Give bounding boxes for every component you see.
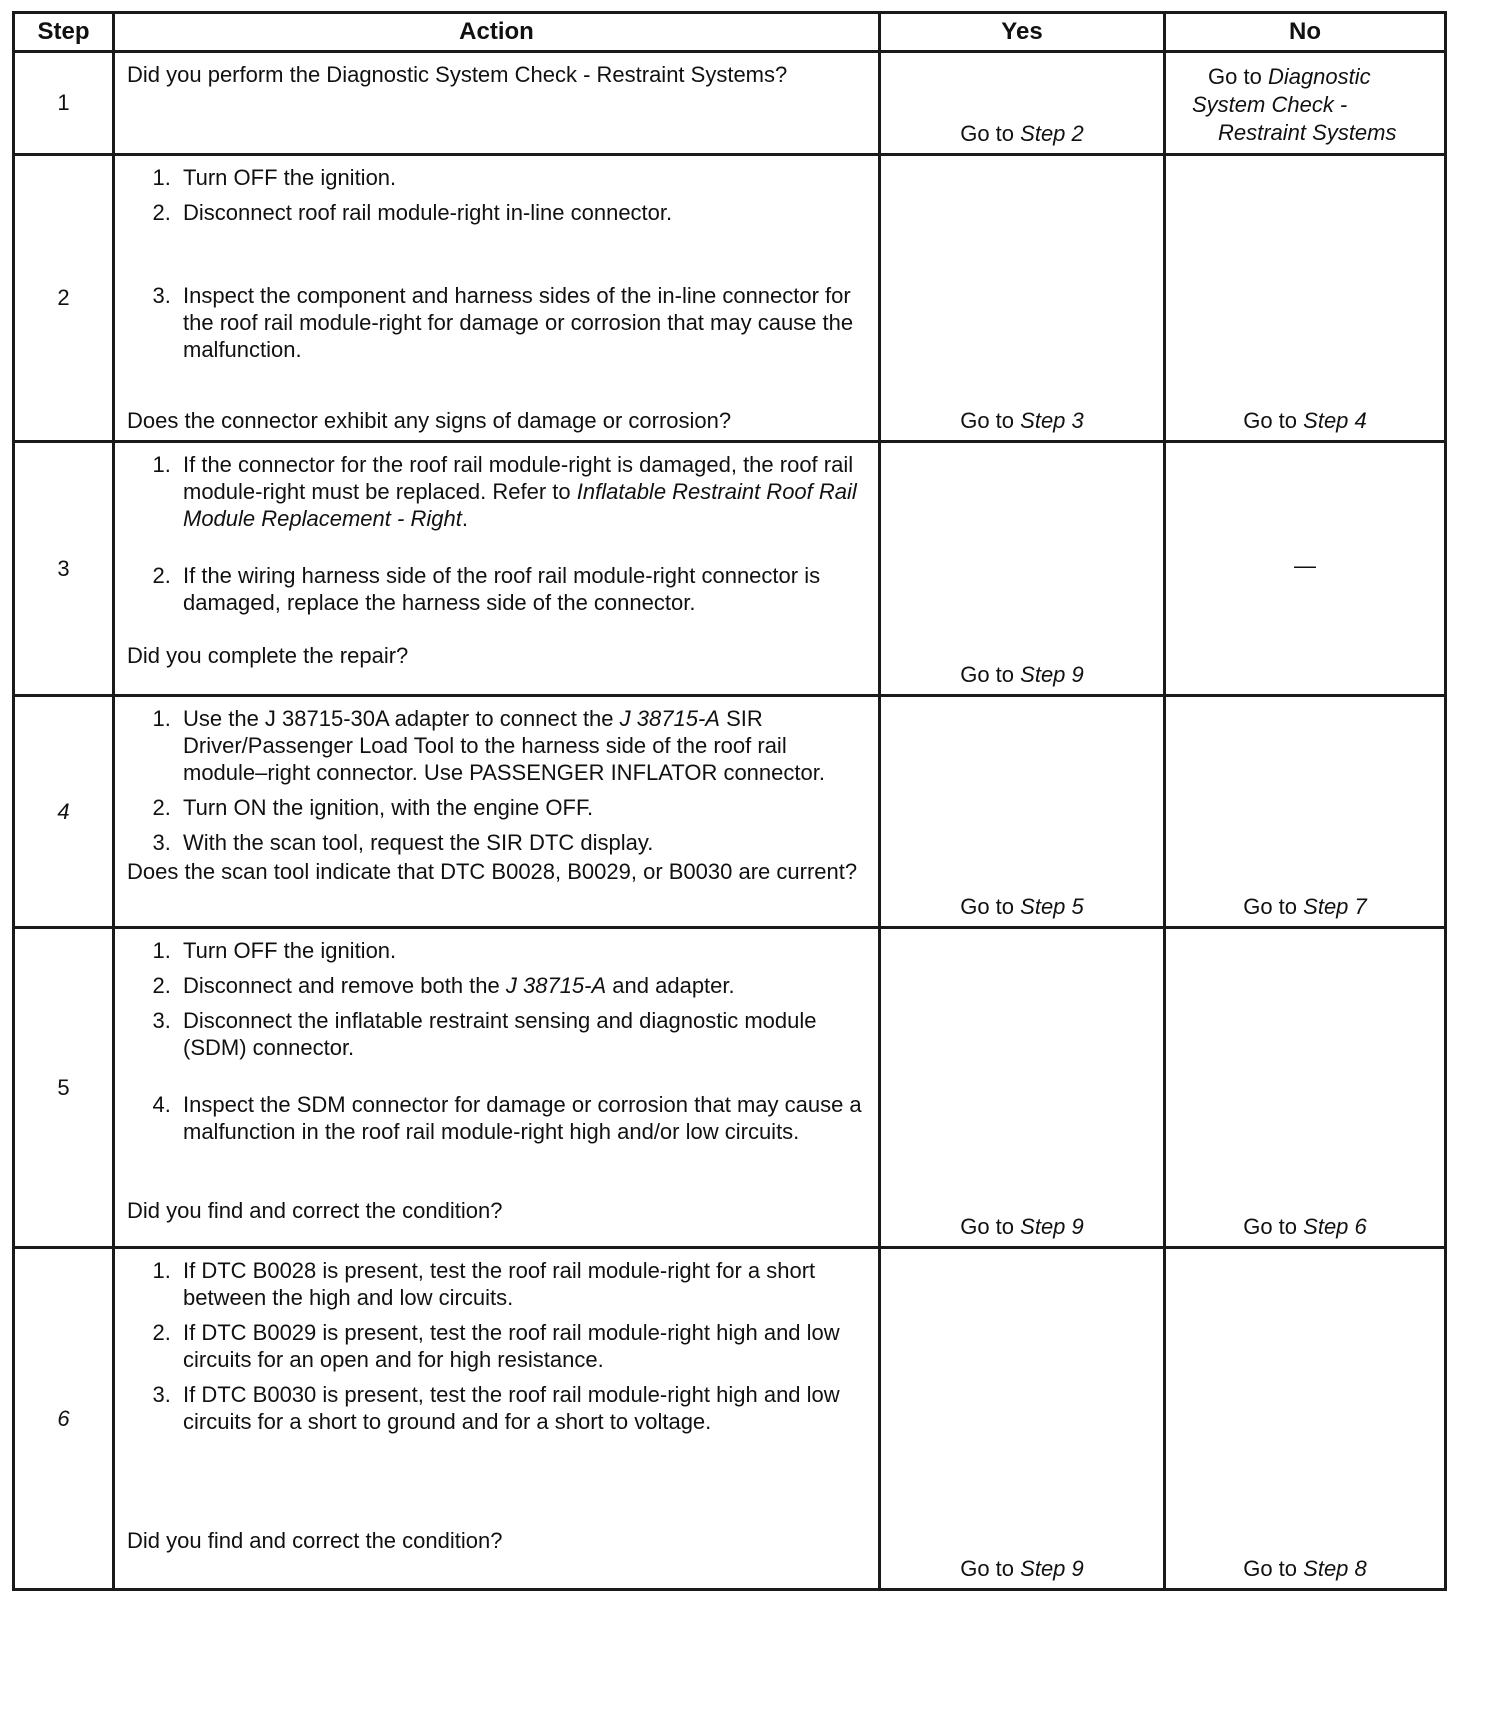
action-step-text: If the connector for the roof rail module-right is damaged, the roof rail module-right must be replaced. Refer to — [183, 452, 854, 504]
goto-prefix: Go to — [960, 1214, 1015, 1239]
header-step: Step — [14, 13, 114, 52]
action-step: 1. If DTC B0028 is present, test the roof rail module-right for a short between the high and low circuits. — [177, 1257, 868, 1311]
goto-step-link[interactable]: Step 8 — [1303, 1556, 1367, 1581]
step-number: 1 — [14, 52, 114, 155]
action-step-text: Use the J 38715-30A adapter to connect the — [183, 706, 614, 731]
goto-prefix: Go to — [960, 662, 1015, 687]
action-step: 4. Inspect the SDM connector for damage or corrosion that may cause a malfunction in the roof rail module-right high and/or low circuits. — [177, 1091, 868, 1145]
question-text: Did you perform the Diagnostic System Check - Restraint Systems? — [127, 62, 788, 87]
action-step: 3. Inspect the component and harness sides of the in-line connector for the roof rail module-right for damage or corrosion that may cause the malfunction. — [177, 282, 868, 363]
step-number: 5 — [14, 928, 114, 1248]
no-cell — [1165, 52, 1446, 155]
goto-prefix: Go to — [1243, 408, 1298, 433]
goto-step-link[interactable]: Step 9 — [1020, 1556, 1084, 1581]
goto-prefix: Go to — [960, 121, 1015, 146]
table-row — [14, 442, 1446, 696]
goto-step-link[interactable]: Step 3 — [1020, 408, 1084, 433]
action-steps — [127, 937, 868, 1145]
action-steps — [127, 705, 868, 856]
action-step: 3. With the scan tool, request the SIR DTC display. — [177, 829, 868, 856]
question-text: Does the connector exhibit any signs of damage or corrosion? — [127, 408, 732, 433]
diagnostic-table — [12, 11, 1447, 1591]
tool-ref: J 38715-A — [619, 706, 720, 731]
action-step-text: and adapter. — [612, 973, 735, 998]
header-no: No — [1165, 13, 1446, 52]
action-step: 3. If DTC B0030 is present, test the roof rail module-right high and low circuits for a short to ground and for a short to voltage. — [177, 1381, 868, 1435]
goto-prefix: Go to — [1243, 1214, 1298, 1239]
goto-step-link[interactable]: Step 4 — [1303, 408, 1367, 433]
action-steps — [127, 1257, 868, 1435]
question-text: Did you complete the repair? — [127, 643, 409, 668]
goto-ref-link[interactable]: System Check - — [1192, 92, 1348, 117]
action-step: 2. If the wiring harness side of the roof rail module-right connector is damaged, replace the harness side of the connector. — [177, 562, 868, 616]
action-steps — [127, 164, 868, 363]
action-steps — [127, 451, 868, 616]
no-cell — [1165, 928, 1446, 1248]
header-row — [14, 13, 1446, 52]
question-text: Does the scan tool indicate that DTC B0028, B0029, or B0030 are current? — [127, 859, 858, 884]
yes-cell — [880, 928, 1165, 1248]
goto-prefix: Go to — [1243, 1556, 1298, 1581]
goto-step-link[interactable]: Step 7 — [1303, 894, 1367, 919]
table-row — [14, 1248, 1446, 1590]
action-step: 2. If DTC B0029 is present, test the roof rail module-right high and low circuits for an open and for high resistance. — [177, 1319, 868, 1373]
action-cell — [114, 52, 880, 155]
not-applicable-dash: — — [1294, 552, 1316, 578]
goto-step-link[interactable]: Step 9 — [1020, 662, 1084, 687]
step-number: 6 — [14, 1248, 114, 1590]
goto-prefix: Go to — [960, 408, 1015, 433]
action-cell — [114, 696, 880, 928]
no-cell — [1165, 442, 1446, 696]
action-step-text: SIR Driver/Passenger Load Tool to the harness side of the roof rail module–right connector. Use PASSENGER INFLATOR connector. — [183, 706, 825, 785]
goto-prefix: Go to — [1243, 894, 1298, 919]
step-number: 3 — [14, 442, 114, 696]
tool-ref: J 38715-A — [505, 973, 607, 998]
yes-cell — [880, 442, 1165, 696]
action-step — [177, 972, 868, 999]
yes-cell — [880, 696, 1165, 928]
goto-step-link[interactable]: Step 2 — [1020, 121, 1084, 146]
table-row — [14, 696, 1446, 928]
action-step: 1. Turn OFF the ignition. — [177, 937, 868, 964]
action-step: 1. Turn OFF the ignition. — [177, 164, 868, 191]
action-cell — [114, 442, 880, 696]
action-step-text: Disconnect and remove both the — [183, 973, 500, 998]
header-action: Action — [114, 13, 880, 52]
action-step: 2. Disconnect roof rail module-right in-line connector. — [177, 199, 868, 226]
goto-step-link[interactable]: Step 6 — [1303, 1214, 1367, 1239]
goto-step-link[interactable]: Step 9 — [1020, 1214, 1084, 1239]
no-cell — [1165, 1248, 1446, 1590]
goto-step-link[interactable]: Step 5 — [1020, 894, 1084, 919]
action-cell — [114, 155, 880, 442]
header-yes: Yes — [880, 13, 1165, 52]
goto-prefix: Go to — [960, 894, 1015, 919]
question-text: Did you find and correct the condition? — [127, 1198, 503, 1223]
yes-cell — [880, 155, 1165, 442]
table-row — [14, 52, 1446, 155]
no-cell — [1165, 155, 1446, 442]
yes-cell — [880, 1248, 1165, 1590]
action-step: 3. Disconnect the inflatable restraint sensing and diagnostic module (SDM) connector. — [177, 1007, 868, 1061]
procedure-ref-link[interactable]: Inflatable Restraint Roof Rail Module Replacement - Right — [183, 479, 857, 531]
goto-prefix: Go to — [960, 1556, 1015, 1581]
step-number: 4 — [14, 696, 114, 928]
table-row — [14, 155, 1446, 442]
goto-prefix: Go to — [1208, 64, 1262, 89]
table-row — [14, 928, 1446, 1248]
action-step: 2. Turn ON the ignition, with the engine OFF. — [177, 794, 868, 821]
action-step: 1. If the connector for the roof rail module-right is damaged, the roof rail module-right must be replaced. Refer to Inflatable Restraint Roof Rail Module Replacement - Right. — [177, 451, 868, 532]
step-number: 2 — [14, 155, 114, 442]
goto-ref-link[interactable]: Diagnostic — [1267, 64, 1371, 89]
yes-cell — [880, 52, 1165, 155]
action-cell — [114, 1248, 880, 1590]
question-text: Did you find and correct the condition? — [127, 1528, 503, 1553]
action-step — [177, 705, 868, 786]
no-cell — [1165, 696, 1446, 928]
action-cell — [114, 928, 880, 1248]
goto-ref-link[interactable]: Restraint Systems — [1218, 120, 1397, 145]
